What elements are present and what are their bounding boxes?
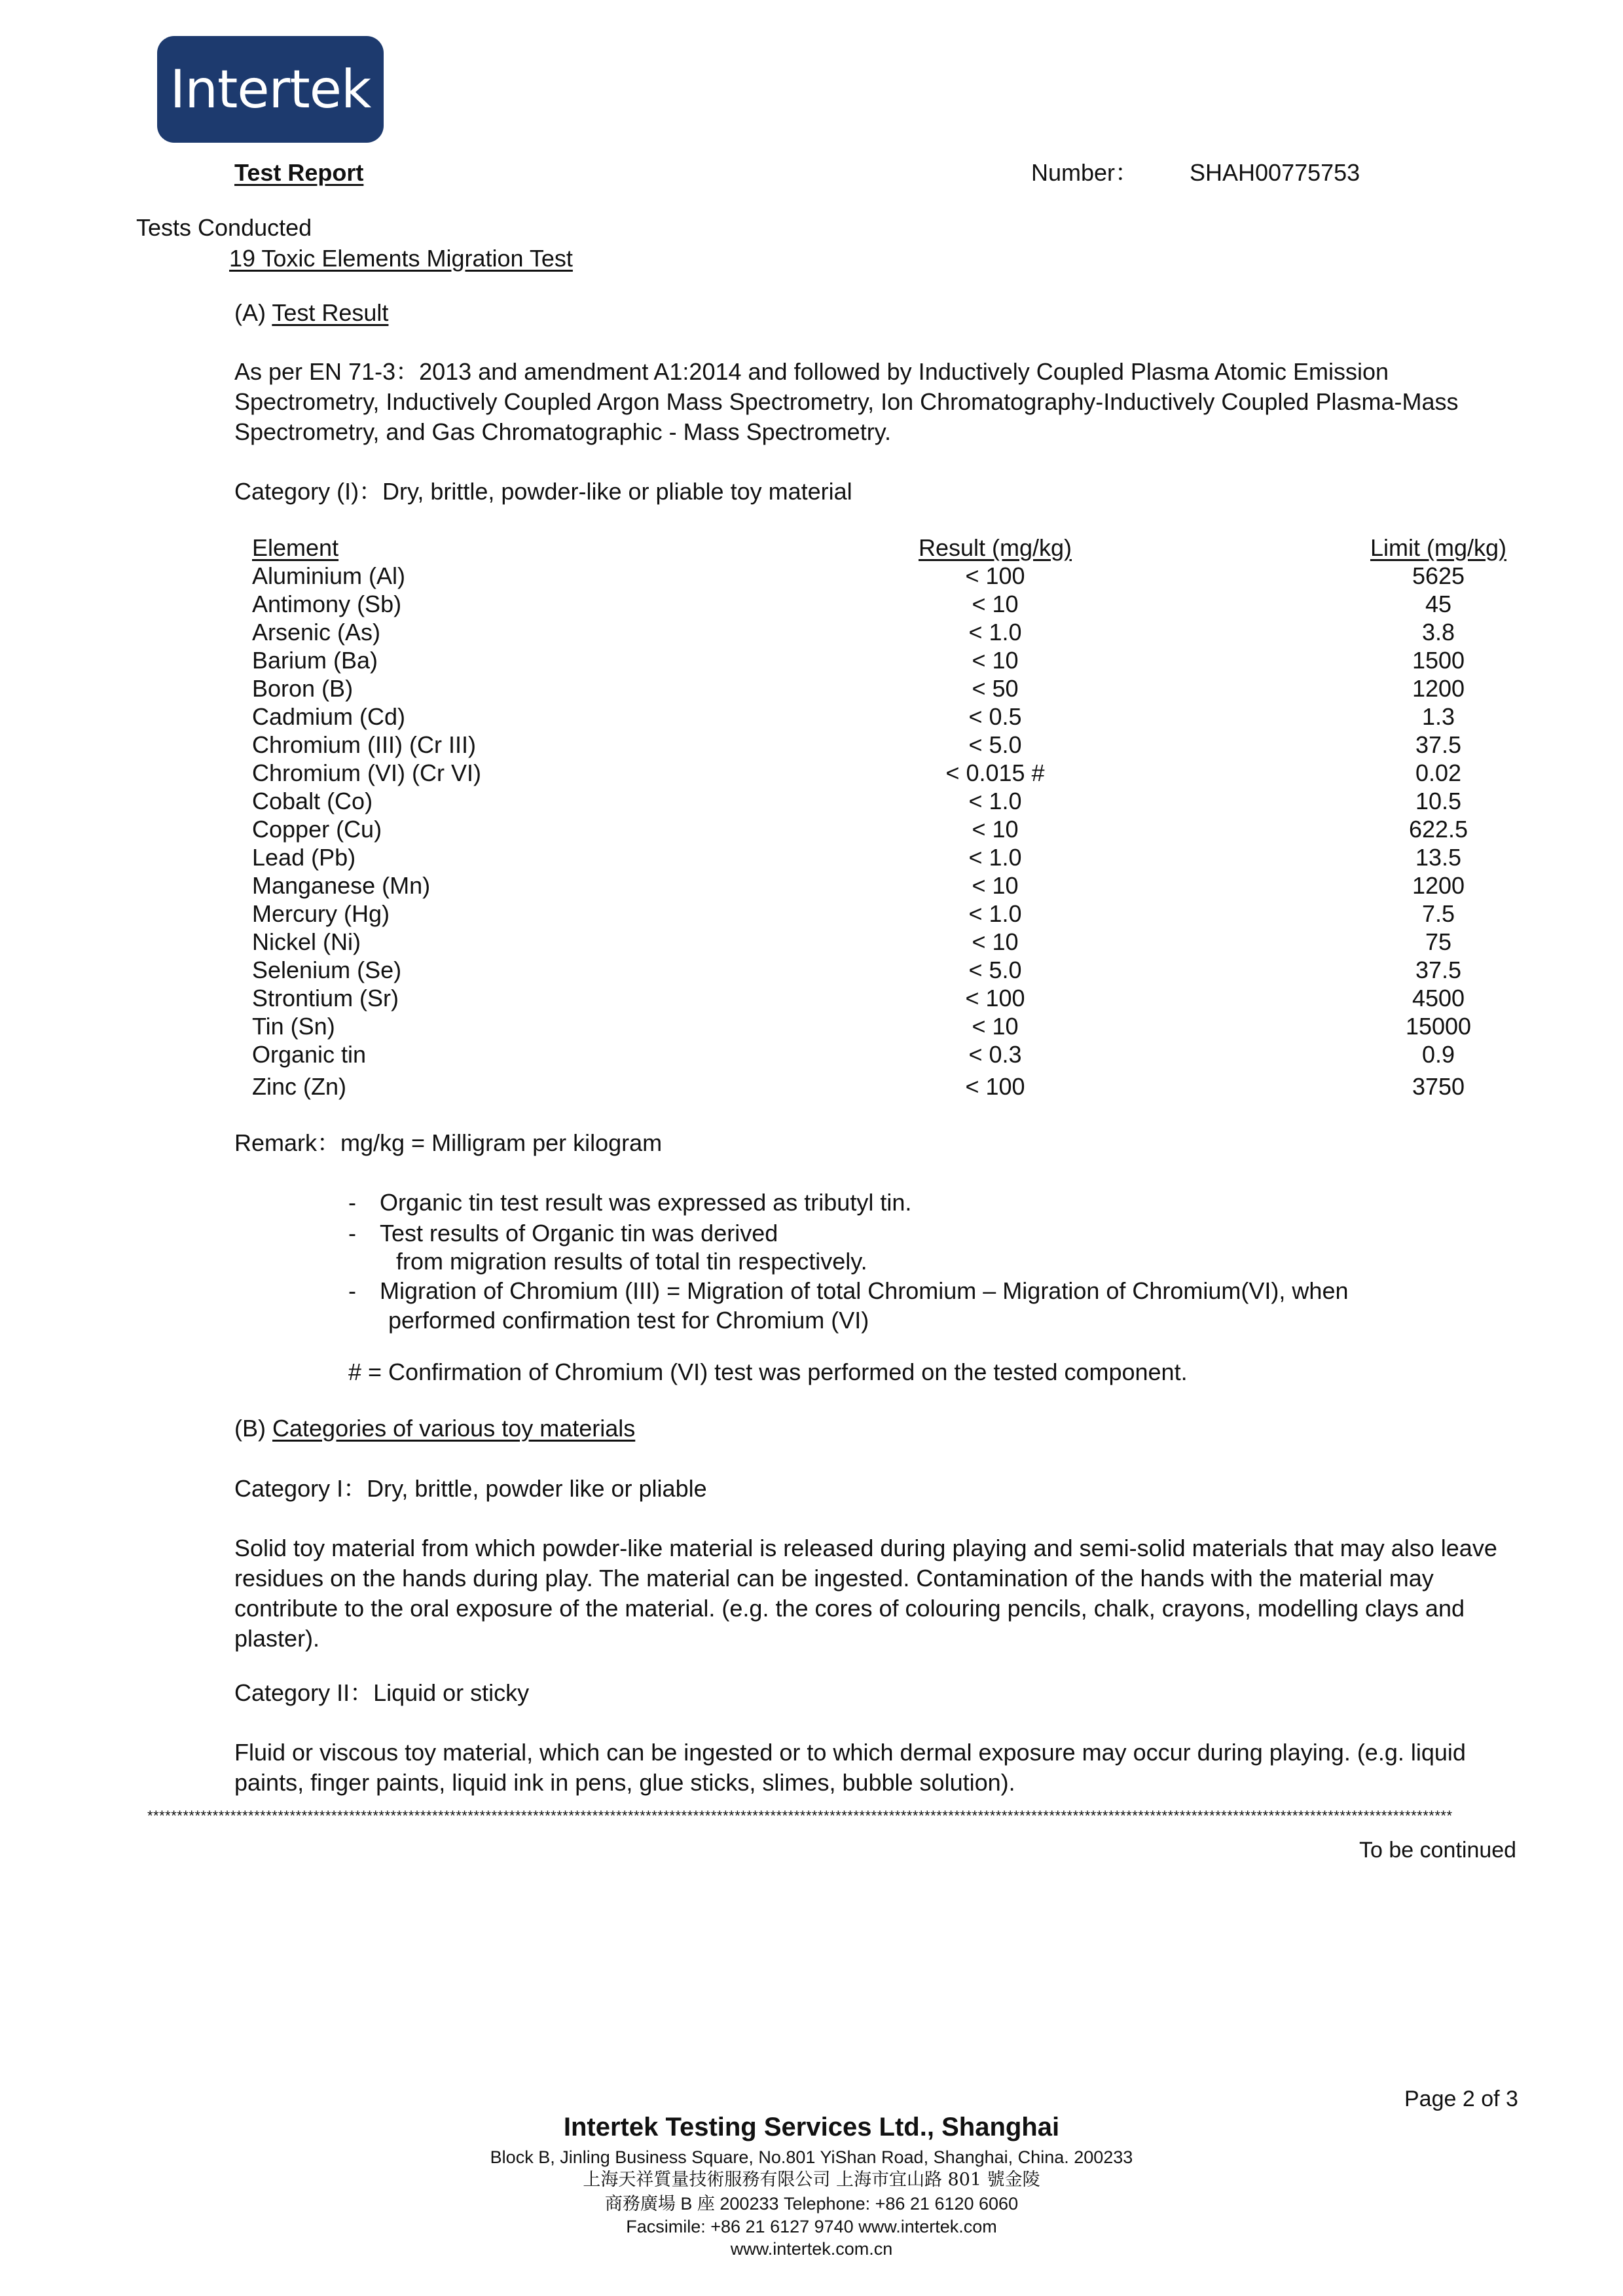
table-row bbox=[252, 956, 1529, 984]
element-name: Arsenic (As) bbox=[252, 619, 381, 646]
limit-value: 7.5 bbox=[1421, 900, 1455, 927]
result-value: < 1.0 bbox=[968, 788, 1022, 814]
result-value: < 100 bbox=[965, 985, 1025, 1011]
result-value: < 10 bbox=[972, 591, 1019, 617]
section-b-heading bbox=[234, 1414, 635, 1443]
remark-item-2-line2: from migration results of total tin respectively. bbox=[396, 1248, 867, 1275]
element-name: Aluminium (Al) bbox=[252, 562, 406, 589]
limit-value: 45 bbox=[1425, 591, 1452, 617]
remark-label: Remark：mg/kg = Milligram per kilogram bbox=[234, 1129, 663, 1156]
result-value: < 5.0 bbox=[968, 731, 1022, 758]
table-header bbox=[252, 534, 1529, 562]
table-row bbox=[252, 1072, 1529, 1101]
result-value: < 10 bbox=[972, 816, 1019, 843]
number-label: Number： bbox=[1031, 159, 1139, 186]
table-row bbox=[252, 843, 1529, 871]
result-value: < 10 bbox=[972, 1013, 1019, 1040]
element-name: Tin (Sn) bbox=[252, 1013, 335, 1040]
limit-value: 1200 bbox=[1412, 872, 1465, 899]
table-row bbox=[252, 1040, 1529, 1068]
limit-value: 13.5 bbox=[1415, 844, 1462, 871]
header-result: Result (mg/kg) bbox=[918, 534, 1072, 561]
footer-chinese-1: 上海天祥質量技術服務有限公司 上海市宜山路 801 號金陵 bbox=[583, 2170, 1040, 2190]
header-limit: Limit (mg/kg) bbox=[1370, 534, 1507, 561]
result-value: < 0.3 bbox=[968, 1041, 1022, 1068]
result-value: < 50 bbox=[972, 675, 1019, 702]
remark-item-2-line1: Test results of Organic tin was derived bbox=[380, 1220, 778, 1247]
method-text: As per EN 71-3：2013 and amendment A1:2014 and followed by Inductively Coupled Plasma Atomic Emission Spectrometry, Inductively Coupled Argon Mass Spectrometry, Ion Chromatography-Inductively Coupled Plasma-Mass Spectrometry, and Gas Chromatographic - Mass Spectrometry. bbox=[234, 358, 1459, 445]
limit-value: 5625 bbox=[1412, 562, 1465, 589]
section-b-prefix: (B) bbox=[234, 1415, 266, 1442]
table-row bbox=[252, 815, 1529, 843]
result-value: < 10 bbox=[972, 872, 1019, 899]
remark-item-1: Organic tin test result was expressed as tributyl tin. bbox=[380, 1189, 912, 1216]
limit-value: 622.5 bbox=[1408, 816, 1468, 843]
element-name: Chromium (VI) (Cr VI) bbox=[252, 759, 481, 786]
limit-value: 75 bbox=[1425, 928, 1452, 955]
result-value: < 100 bbox=[965, 1073, 1025, 1100]
limit-value: 0.9 bbox=[1421, 1041, 1455, 1068]
element-name: Lead (Pb) bbox=[252, 844, 356, 871]
category-2-heading: Category II：Liquid or sticky bbox=[234, 1679, 530, 1706]
limit-value: 3750 bbox=[1412, 1073, 1465, 1100]
result-value: < 1.0 bbox=[968, 900, 1022, 927]
table-row bbox=[252, 562, 1529, 590]
category-2-text: Fluid or viscous toy material, which can be ingested or to which dermal exposure may occur during playing. (e.g. liquid paints, finger paints, liquid ink in pens, glue sticks, slimes, bubble solution). bbox=[234, 1739, 1466, 1796]
header-element: Element bbox=[252, 534, 339, 561]
result-value: < 0.5 bbox=[968, 703, 1022, 730]
category-line: Category (I)：Dry, brittle, powder-like or pliable toy material bbox=[234, 478, 852, 505]
footer-fax: Facsimile: +86 21 6127 9740 www.intertek.com bbox=[626, 2217, 997, 2236]
element-name: Mercury (Hg) bbox=[252, 900, 390, 927]
table-row bbox=[252, 900, 1529, 928]
element-name: Boron (B) bbox=[252, 675, 354, 702]
limit-value: 3.8 bbox=[1421, 619, 1455, 646]
remark-bullet: - bbox=[348, 1277, 356, 1304]
element-name: Barium (Ba) bbox=[252, 647, 378, 674]
table-row bbox=[252, 731, 1529, 759]
result-value: < 1.0 bbox=[968, 619, 1022, 646]
section-a-title: Test Result bbox=[272, 299, 389, 326]
category-1-text: Solid toy material from which powder-like material is released during playing and semi-solid materials that may also leave residues on the hands during play. The material can be ingested. Contamination of the hands with the material may contribute to the oral exposure of the material. (e.g. the cores of colouring pencils, chalk, crayons, modelling clays and plaster). bbox=[234, 1535, 1497, 1652]
table-row bbox=[252, 590, 1529, 618]
element-name: Selenium (Se) bbox=[252, 957, 402, 983]
category-1-heading: Category I：Dry, brittle, powder like or pliable bbox=[234, 1475, 707, 1502]
table-row bbox=[252, 984, 1529, 1012]
hash-note: # = Confirmation of Chromium (VI) test was performed on the tested component. bbox=[348, 1358, 1188, 1385]
limit-value: 1500 bbox=[1412, 647, 1465, 674]
table-row bbox=[252, 787, 1529, 815]
test-name: 19 Toxic Elements Migration Test bbox=[229, 245, 573, 272]
element-name: Organic tin bbox=[252, 1041, 367, 1068]
intertek-logo: Intertek bbox=[157, 36, 384, 143]
report-title: Test Report bbox=[234, 159, 364, 186]
limit-value: 10.5 bbox=[1415, 788, 1462, 814]
limit-value: 4500 bbox=[1412, 985, 1465, 1011]
limit-value: 15000 bbox=[1405, 1013, 1472, 1040]
footer-address: Block B, Jinling Business Square, No.801 YiShan Road, Shanghai, China. 200233 bbox=[490, 2147, 1133, 2167]
page-number: Page 2 of 3 bbox=[1404, 2086, 1518, 2111]
result-value: < 100 bbox=[965, 562, 1025, 589]
remark-bullet: - bbox=[348, 1189, 356, 1216]
section-a-prefix: (A) bbox=[234, 299, 266, 326]
element-name: Cobalt (Co) bbox=[252, 788, 373, 814]
footer-web: www.intertek.com.cn bbox=[730, 2239, 893, 2259]
limit-value: 1200 bbox=[1412, 675, 1465, 702]
element-name: Nickel (Ni) bbox=[252, 928, 361, 955]
result-value: < 10 bbox=[972, 647, 1019, 674]
result-value: < 0.015 # bbox=[945, 759, 1045, 786]
results-table bbox=[252, 534, 1529, 1101]
element-name: Strontium (Sr) bbox=[252, 985, 399, 1011]
table-row bbox=[252, 618, 1529, 646]
limit-value: 37.5 bbox=[1415, 731, 1462, 758]
table-row bbox=[252, 928, 1529, 956]
result-value: < 5.0 bbox=[968, 957, 1022, 983]
to-be-continued: To be continued bbox=[1359, 1838, 1517, 1863]
separator-line: **************************************************************************************************************************************************************************************************************************** bbox=[147, 1808, 1453, 1824]
remark-item-3-line2: performed confirmation test for Chromium (VI) bbox=[388, 1307, 869, 1334]
remark-bullet: - bbox=[348, 1220, 356, 1247]
limit-value: 0.02 bbox=[1415, 759, 1462, 786]
tests-conducted-label: Tests Conducted bbox=[136, 214, 312, 241]
element-name: Cadmium (Cd) bbox=[252, 703, 406, 730]
report-number: SHAH00775753 bbox=[1190, 159, 1360, 186]
table-row bbox=[252, 871, 1529, 900]
section-b-title: Categories of various toy materials bbox=[272, 1415, 636, 1442]
element-name: Manganese (Mn) bbox=[252, 872, 431, 899]
element-name: Chromium (III) (Cr III) bbox=[252, 731, 476, 758]
table-row bbox=[252, 1012, 1529, 1040]
element-name: Antimony (Sb) bbox=[252, 591, 402, 617]
element-name: Zinc (Zn) bbox=[252, 1073, 346, 1100]
result-value: < 1.0 bbox=[968, 844, 1022, 871]
table-row bbox=[252, 674, 1529, 702]
limit-value: 1.3 bbox=[1421, 703, 1455, 730]
table-row bbox=[252, 702, 1529, 731]
footer-chinese-2: 商務廣場 B 座 200233 Telephone: +86 21 6120 6060 bbox=[604, 2194, 1019, 2214]
element-name: Copper (Cu) bbox=[252, 816, 382, 843]
result-value: < 10 bbox=[972, 928, 1019, 955]
limit-value: 37.5 bbox=[1415, 957, 1462, 983]
footer-company: Intertek Testing Services Ltd., Shanghai bbox=[563, 2113, 1060, 2141]
remark-item-3-line1: Migration of Chromium (III) = Migration of total Chromium – Migration of Chromium(VI), when bbox=[380, 1277, 1349, 1304]
table-row bbox=[252, 759, 1529, 787]
section-a-heading bbox=[234, 299, 388, 327]
table-row bbox=[252, 646, 1529, 674]
